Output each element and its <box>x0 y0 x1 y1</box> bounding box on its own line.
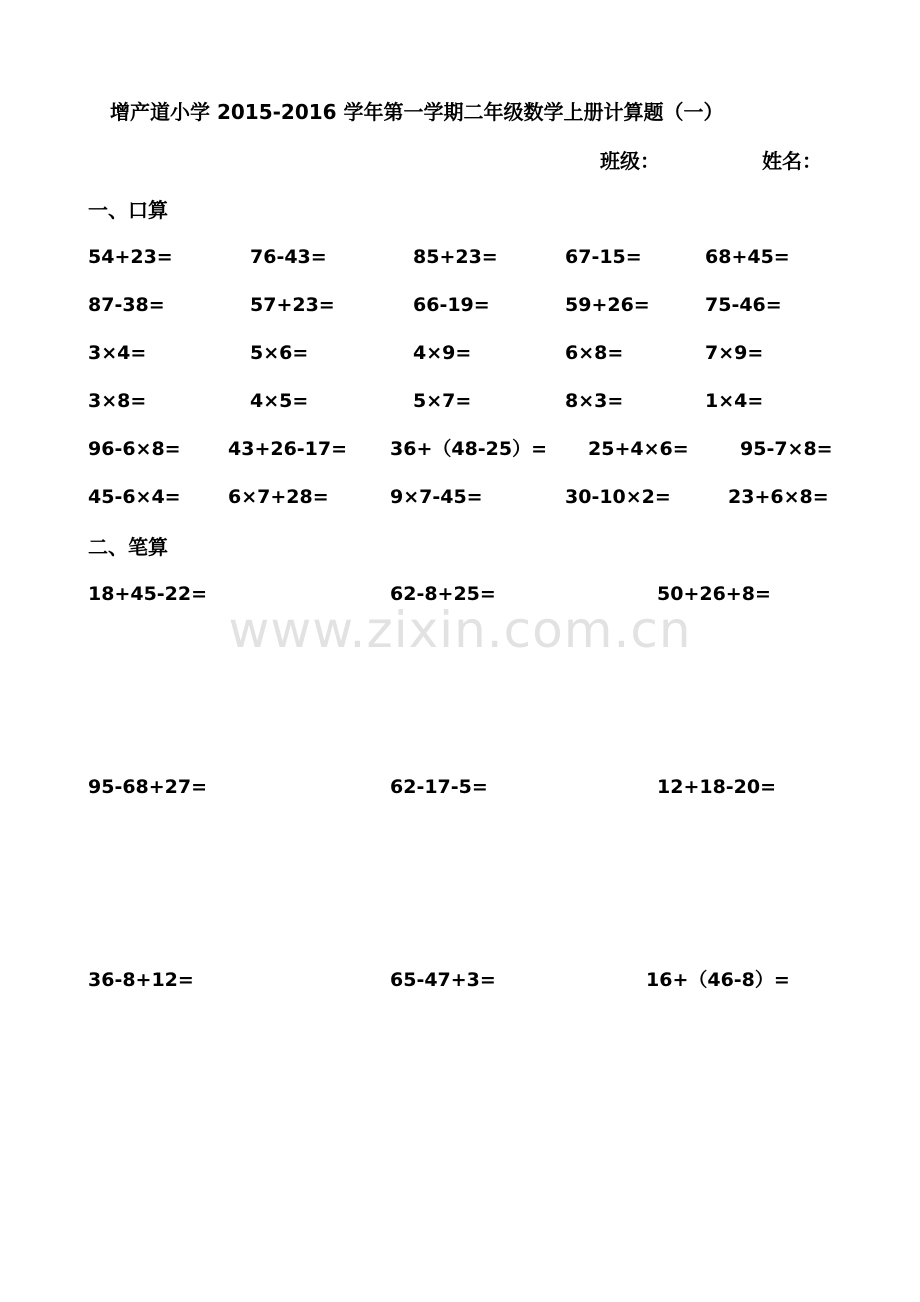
oral-problem: 6×8= <box>565 342 624 364</box>
oral-problem: 23+6×8= <box>728 486 829 508</box>
written-problem: 18+45-22= <box>88 583 208 605</box>
written-problem: 62-17-5= <box>390 776 488 798</box>
oral-problem: 85+23= <box>413 246 498 268</box>
written-problem: 62-8+25= <box>390 583 496 605</box>
oral-problem: 43+26-17= <box>228 438 348 460</box>
written-problem: 12+18-20= <box>657 776 777 798</box>
oral-problem: 95-7×8= <box>740 438 833 460</box>
written-problem: 16+（46-8）= <box>646 969 790 991</box>
oral-problem: 66-19= <box>413 294 490 316</box>
oral-problem: 5×6= <box>250 342 309 364</box>
name-label: 姓名： <box>762 149 822 173</box>
written-problem: 36-8+12= <box>88 969 194 991</box>
oral-problem: 4×9= <box>413 342 472 364</box>
oral-problem: 8×3= <box>565 390 624 412</box>
oral-problem: 59+26= <box>565 294 650 316</box>
oral-problem: 30-10×2= <box>565 486 671 508</box>
oral-problem: 36+（48-25）= <box>390 438 548 460</box>
class-label: 班级： <box>600 149 660 173</box>
oral-problem: 1×4= <box>705 390 764 412</box>
page-title: 增产道小学 2015-2016 学年第一学期二年级数学上册计算题（一） <box>110 100 724 124</box>
oral-problem: 25+4×6= <box>588 438 689 460</box>
section-written-heading: 二、笔算 <box>88 535 168 559</box>
oral-problem: 87-38= <box>88 294 165 316</box>
oral-problem: 45-6×4= <box>88 486 181 508</box>
written-problem: 95-68+27= <box>88 776 208 798</box>
oral-problem: 96-6×8= <box>88 438 181 460</box>
written-problem: 65-47+3= <box>390 969 496 991</box>
oral-problem: 57+23= <box>250 294 335 316</box>
written-problem: 50+26+8= <box>657 583 771 605</box>
oral-problem: 5×7= <box>413 390 472 412</box>
oral-problem: 7×9= <box>705 342 764 364</box>
section-oral-heading: 一、口算 <box>88 198 168 222</box>
oral-problem: 76-43= <box>250 246 327 268</box>
oral-problem: 4×5= <box>250 390 309 412</box>
watermark: www.zixin.com.cn <box>228 601 692 659</box>
oral-problem: 3×8= <box>88 390 147 412</box>
oral-problem: 67-15= <box>565 246 642 268</box>
oral-problem: 54+23= <box>88 246 173 268</box>
oral-problem: 9×7-45= <box>390 486 483 508</box>
oral-problem: 68+45= <box>705 246 790 268</box>
oral-problem: 75-46= <box>705 294 782 316</box>
oral-problem: 6×7+28= <box>228 486 329 508</box>
oral-problem: 3×4= <box>88 342 147 364</box>
